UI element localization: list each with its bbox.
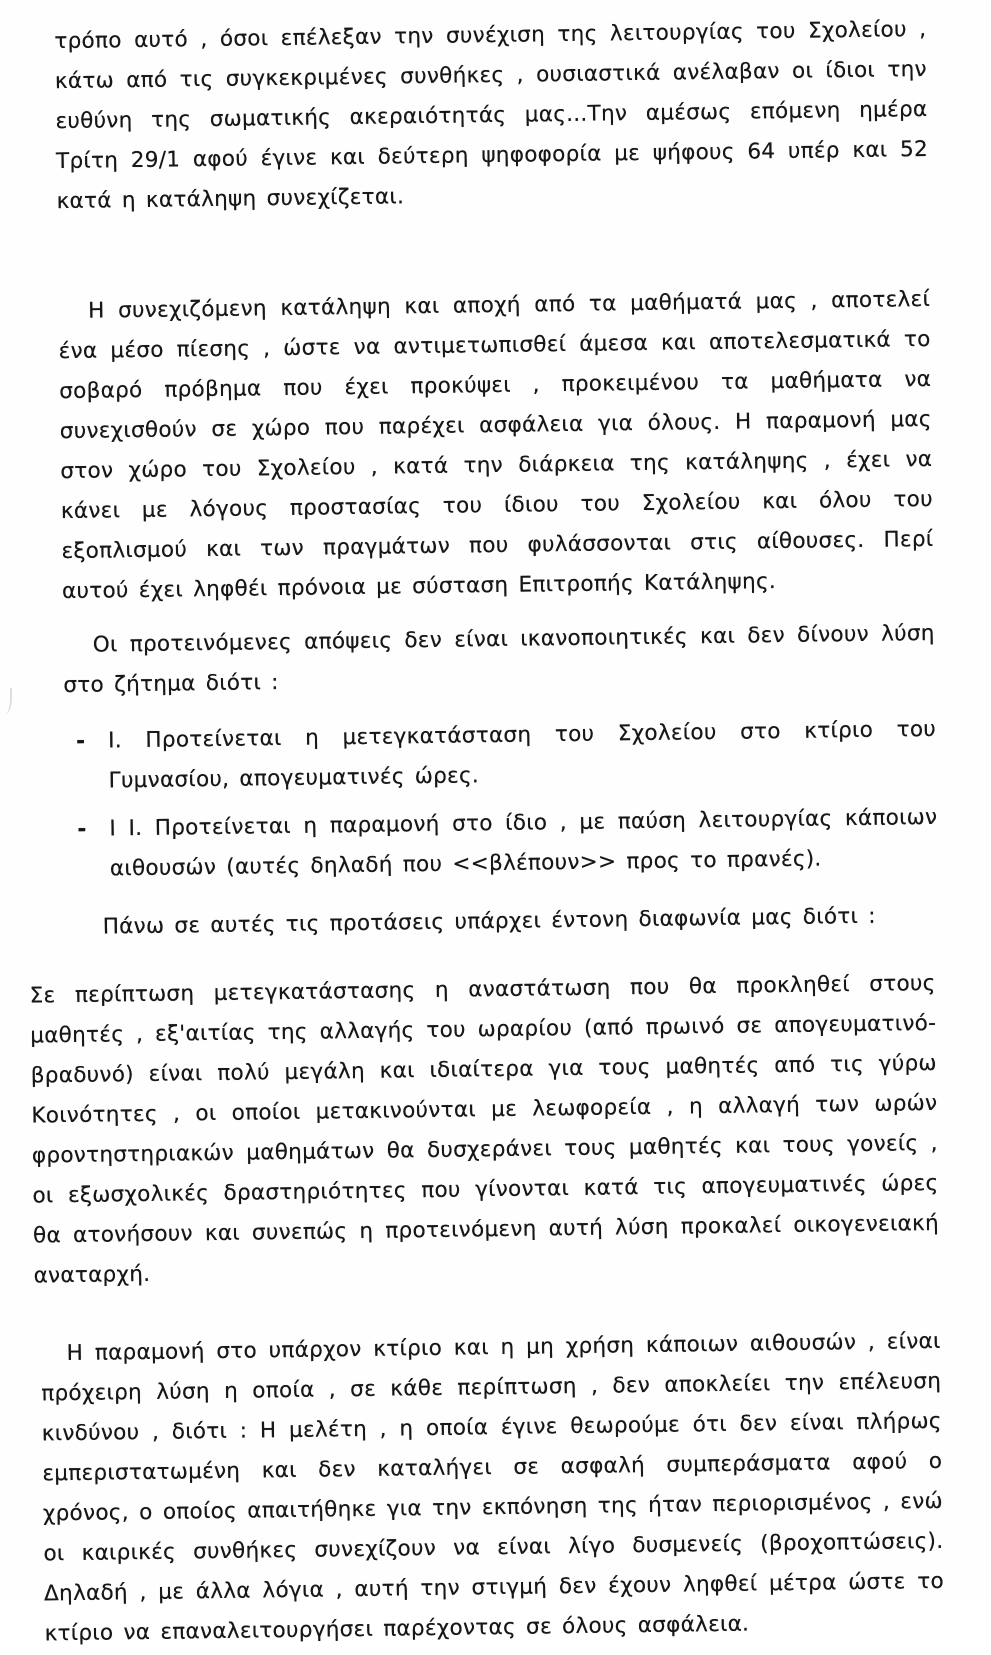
list-item-text: Ι. Προτείνεται η μετεγκατάσταση του Σχολείου στο κτίριο του Γυμνασίου, απογευματινές ώρες. bbox=[107, 716, 937, 794]
list-item-proposal-2 bbox=[65, 798, 938, 890]
paragraph-opening: τρόπο αυτό , όσοι επέλεξαν την συνέχιση της λειτουργίας του Σχολείου , κάτω από τις συγκεκριμένες συνθήκες , ουσιαστικά ανέλαβαν οι ίδιοι την ευθύνη της σωματικής ακεραιότητάς μας...Την αμέσως επόμενη ημέρα Τρίτη 29/1 αφού έγινε και δεύτερη ψηφοφορία με ψήφους 64 υπέρ και 52 κατά η κατάληψη συνεχίζεται. bbox=[54, 16, 929, 215]
document-content bbox=[0, 5, 991, 1655]
paragraph-disagreement-intro: Πάνω σε αυτές τις προτάσεις υπάρχει έντονη διαφωνία μας διότι : bbox=[102, 903, 876, 940]
list-item-proposal-1 bbox=[64, 710, 937, 802]
dash-marker: - bbox=[75, 728, 86, 754]
dash-marker: - bbox=[77, 816, 87, 842]
paragraph-relocation-objection: Σε περίπτωση μετεγκατάστασης η αναστάτωση που θα προκληθεί στους μαθητές , εξ'αιτίας της αλλαγής του ωραρίου (από πρωινό σε απογευματινό-βραδυνό) είναι πολύ μεγάλη και ιδιαίτερα για τους μαθητές από τις γύρω Κοινότητες , οι οποίοι μετακινούνται με λεωφορεία , η αλλαγή των ωρών φροντηστηριακών μαθημάτων θα δυσχεράνει τους μαθητές και τους γονείς , οι εξωσχολικές δραστηριότητες που γίνονται κατά τις απογευματινές ώρες θα ατονήσουν και συνεπώς η προτεινόμενη αυτή λύση προκαλεί οικογενειακή αναταρχή. bbox=[29, 970, 940, 1289]
paragraph-stay-objection: Η παραμονή στο υπάρχον κτίριο και η μη χρήση κάποιων αιθουσών , είναι πρόχειρη λύση η οποία , σε κάθε περίπτωση , δεν αποκλείει την επέλευση κινδύνου , διότι : Η μελέτη , η οποία έγινε θεωρούμε ότι δεν είναι πλήρως εμπεριστατωμένη και δεν καταλήγει σε ασφαλή συμπεράσματα αφού ο χρόνος, ο οποίος απαιτήθηκε για την εκπόνηση της ήταν περιορισμένος , ενώ οι καιρικές συνθήκες συνεχίζουν να είναι λίγο δυσμενείς (βροχοπτώσεις). Δηλαδή , με άλλα λόγια , αυτή την στιγμή δεν έχουν ληφθεί μέτρα ώστε το κτίριο να επαναλειτουργήσει παρέχοντας σε όλους ασφάλεια. bbox=[41, 1328, 945, 1647]
paragraph-proposed-views: Οι προτεινόμενες απόψεις δεν είναι ικανοποιητικές και δεν δίνουν λύση στο ζήτημα διότι : bbox=[63, 620, 935, 699]
list-item-text: Ι Ι. Προτείνεται η παραμονή στο ίδιο , με παύση λειτουργίας κάποιων αιθουσών (αυτές δηλαδή που <<βλέπουν>> προς το πρανές). bbox=[109, 804, 938, 882]
paragraph-occupation-rationale: Η συνεχιζόμενη κατάληψη και αποχή από τα μαθήματά μας , αποτελεί ένα μέσο πίεσης , ώστε να αντιμετωπισθεί άμεσα και αποτελεσματικά το σοβαρό πρόβημα που έχει προκύψει , προκειμένου τα μαθήματα να συνεχισθούν σε χώρο που παρέχει ασφάλεια για όλους. Η παραμονή μας στον χώρο του Σχολείου , κατά την διάρκεια της κατάληψης , έχει να κάνει με λόγους προστασίας του ίδιου του Σχολείου και όλου του εξοπλισμού και των πραγμάτων που φυλάσσονται στις αίθουσες. Περί αυτού έχει ληφθέι πρόνοια με σύσταση Επιτροπής Κατάληψης. bbox=[58, 286, 934, 605]
